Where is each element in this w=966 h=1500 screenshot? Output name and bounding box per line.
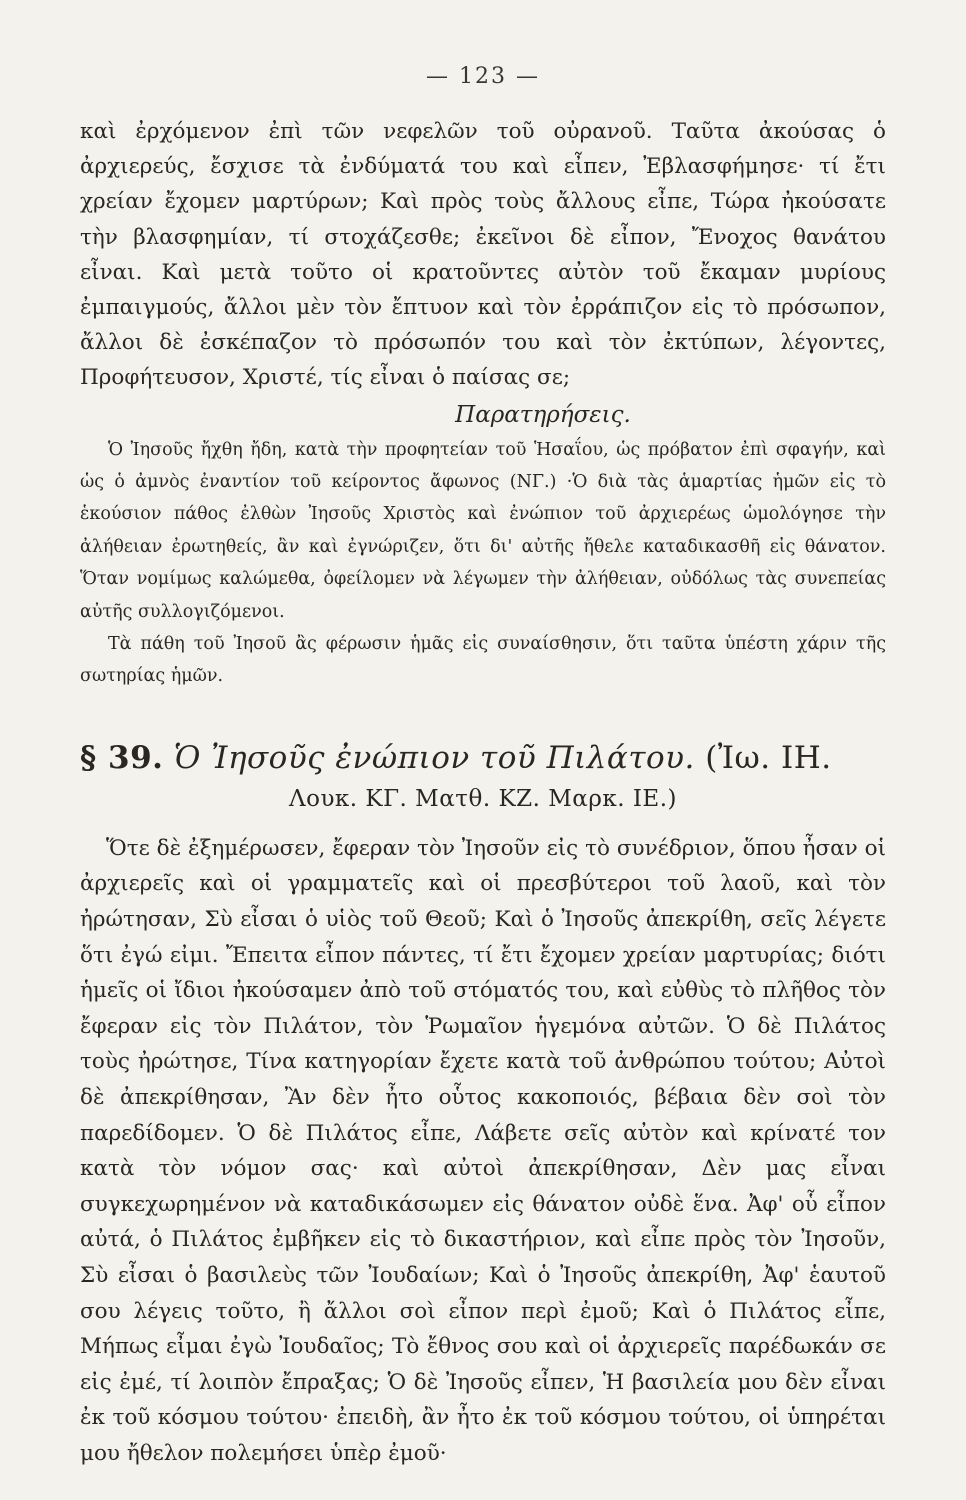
section-refs-line2: Λουκ. ΚΓ. Ματθ. ΚΖ. Μαρκ. ΙΕ.) (288, 785, 678, 812)
upper-paragraph: καὶ ἐρχόμενον ἐπὶ τῶν νεφελῶν τοῦ οὐρανοῦ. Ταῦτα ἀκούσας ὁ ἀρχιερεύς, ἔσχισε τὰ ἐνδύματά του καὶ εἶπεν, Ἐβλασφήμησε· τί ἔτι χρείαν ἔχομεν μαρτύρων; Καὶ πρὸς τοὺς ἄλλους εἶπε, Τώρα ἠκούσατε τὴν βλασφημίαν, τί στοχάζεσθε; ἐκεῖνοι δὲ εἶπον, Ἔνοχος θανάτου εἶναι. Καὶ μετὰ τοῦτο οἱ κρατοῦντες αὐτὸν τοῦ ἔκαμαν μυρίους ἐμπαιγμούς, ἄλλοι μὲν τὸν ἔπτυον καὶ τὸν ἐρράπιζον εἰς τὸ πρόσωπον, ἄλλοι δὲ ἐσκέπαζον τὸ πρόσωπόν του καὶ τὸν ἐκτύπων, λέγοντες, Προφήτευσον, Χριστέ, τίς εἶναι ὁ παίσας σε; (80, 119, 886, 391)
section-title: Ὁ Ἰησοῦς ἐνώπιον τοῦ Πιλάτου. (173, 739, 695, 776)
section-number: § 39. (80, 739, 164, 776)
section-body-paragraph: Ὅτε δὲ ἐξημέρωσεν, ἔφεραν τὸν Ἰησοῦν εἰς τὸ συνέδριον, ὅπου ἦσαν οἱ ἀρχιερεῖς καὶ οἱ γραμματεῖς καὶ οἱ πρεσβύτεροι τοῦ λαοῦ, καὶ τὸν ἠρώτησαν, Σὺ εἶσαι ὁ υἱὸς τοῦ Θεοῦ; Καὶ ὁ Ἰησοῦς ἀπεκρίθη, σεῖς λέγετε ὅτι ἐγώ εἰμι. Ἔπειτα εἶπον πάντες, τί ἔτι ἔχομεν χρείαν μαρτυρίας; διότι ἡμεῖς οἱ ἴδιοι ἠκούσαμεν ἀπὸ τοῦ στόματός του, καὶ εὐθὺς τὸ πλῆθος τὸν ἔφεραν εἰς τὸν Πιλάτον, τὸν Ῥωμαῖον ἡγεμόνα αὐτῶν. Ὁ δὲ Πιλάτος τοὺς ἠρώτησε, Τίνα κατηγορίαν ἔχετε κατὰ τοῦ ἀνθρώπου τούτου; Αὐτοὶ δὲ ἀπεκρίθησαν, Ἂν δὲν ἦτο οὗτος κακοποιός, βέβαια δὲν σοὶ τὸν παρεδίδομεν. Ὁ δὲ Πιλάτος εἶπε, Λάβετε σεῖς αὐτὸν καὶ κρίνατέ τον κατὰ τὸν νόμον σας· καὶ αὐτοὶ ἀπεκρίθησαν, Δὲν μας εἶναι συγκεχωρημένον νὰ καταδικάσωμεν εἰς θάνατον οὐδὲ ἕνα. Ἀφ' οὗ εἶπον αὐτά, ὁ Πιλάτος ἐμβῆκεν εἰς τὸ δικαστήριον, καὶ εἶπε πρὸς τὸν Ἰησοῦν, Σὺ εἶσαι ὁ βασιλεὺς τῶν Ἰουδαίων; Καὶ ὁ Ἰησοῦς ἀπεκρίθη, Ἀφ' ἑαυτοῦ σου λέγεις τοῦτο, ἢ ἄλλοι σοὶ εἶπον περὶ ἐμοῦ; Καὶ ὁ Πιλάτος εἶπε, Μήπως εἶμαι ἐγὼ Ἰουδαῖος; Τὸ ἔθνος σου καὶ οἱ ἀρχιερεῖς παρέδωκάν σε εἰς ἐμέ, τί λοιπὸν ἔπραξας; Ὁ δὲ Ἰησοῦς εἶπεν, Ἡ βασιλεία μου δὲν εἶναι ἐκ τοῦ κόσμου τούτου· ἐπειδὴ, ἂν ἦτο ἐκ τοῦ κόσμου τούτου, οἱ ὑπηρέται μου ἤθελον πολεμήσει ὑπὲρ ἐμοῦ· (80, 835, 886, 1466)
observations-paragraph-1: Ὁ Ἰησοῦς ἤχθη ἤδη, κατὰ τὴν προφητείαν τοῦ Ἡσαΐου, ὡς πρόβατον ἐπὶ σφαγήν, καὶ ὡς ὁ ἀμνὸς ἐναντίον τοῦ κείροντος ἄφωνος (ΝΓ.) ·Ὁ διὰ τὰς ἁμαρτίας ἡμῶν εἰς τὸ ἑκούσιον πάθος ἐλθὼν Ἰησοῦς Χριστὸς καὶ ἐνώπιον τοῦ ἀρχιερέως ὡμολόγησε τὴν ἀλήθειαν ἐρωτηθείς, ἂν καὶ ἐγνώριζεν, ὅτι δι' αὐτῆς ἤθελε καταδικασθῆ εἰς θάνατον. Ὅταν νομίμως καλώμεθα, ὀφείλομεν νὰ λέγωμεν τὴν ἀλήθειαν, οὐδόλως τὰς συνεπείας αὐτῆς συλλογιζόμενοι. (80, 439, 886, 622)
section-heading (80, 735, 886, 781)
section-refs-line1: (Ἰω. ΙΗ. (705, 739, 832, 776)
page-number: — 123 — (426, 64, 540, 89)
observations-paragraph-2: Τὰ πάθη τοῦ Ἰησοῦ ἂς φέρωσιν ἡμᾶς εἰς συναίσθησιν, ὅτι ταῦτα ὑπέστη χάριν τῆς σωτηρίας ἡμῶν. (80, 634, 886, 687)
observations-heading: Παρατηρήσεις. (455, 401, 631, 428)
